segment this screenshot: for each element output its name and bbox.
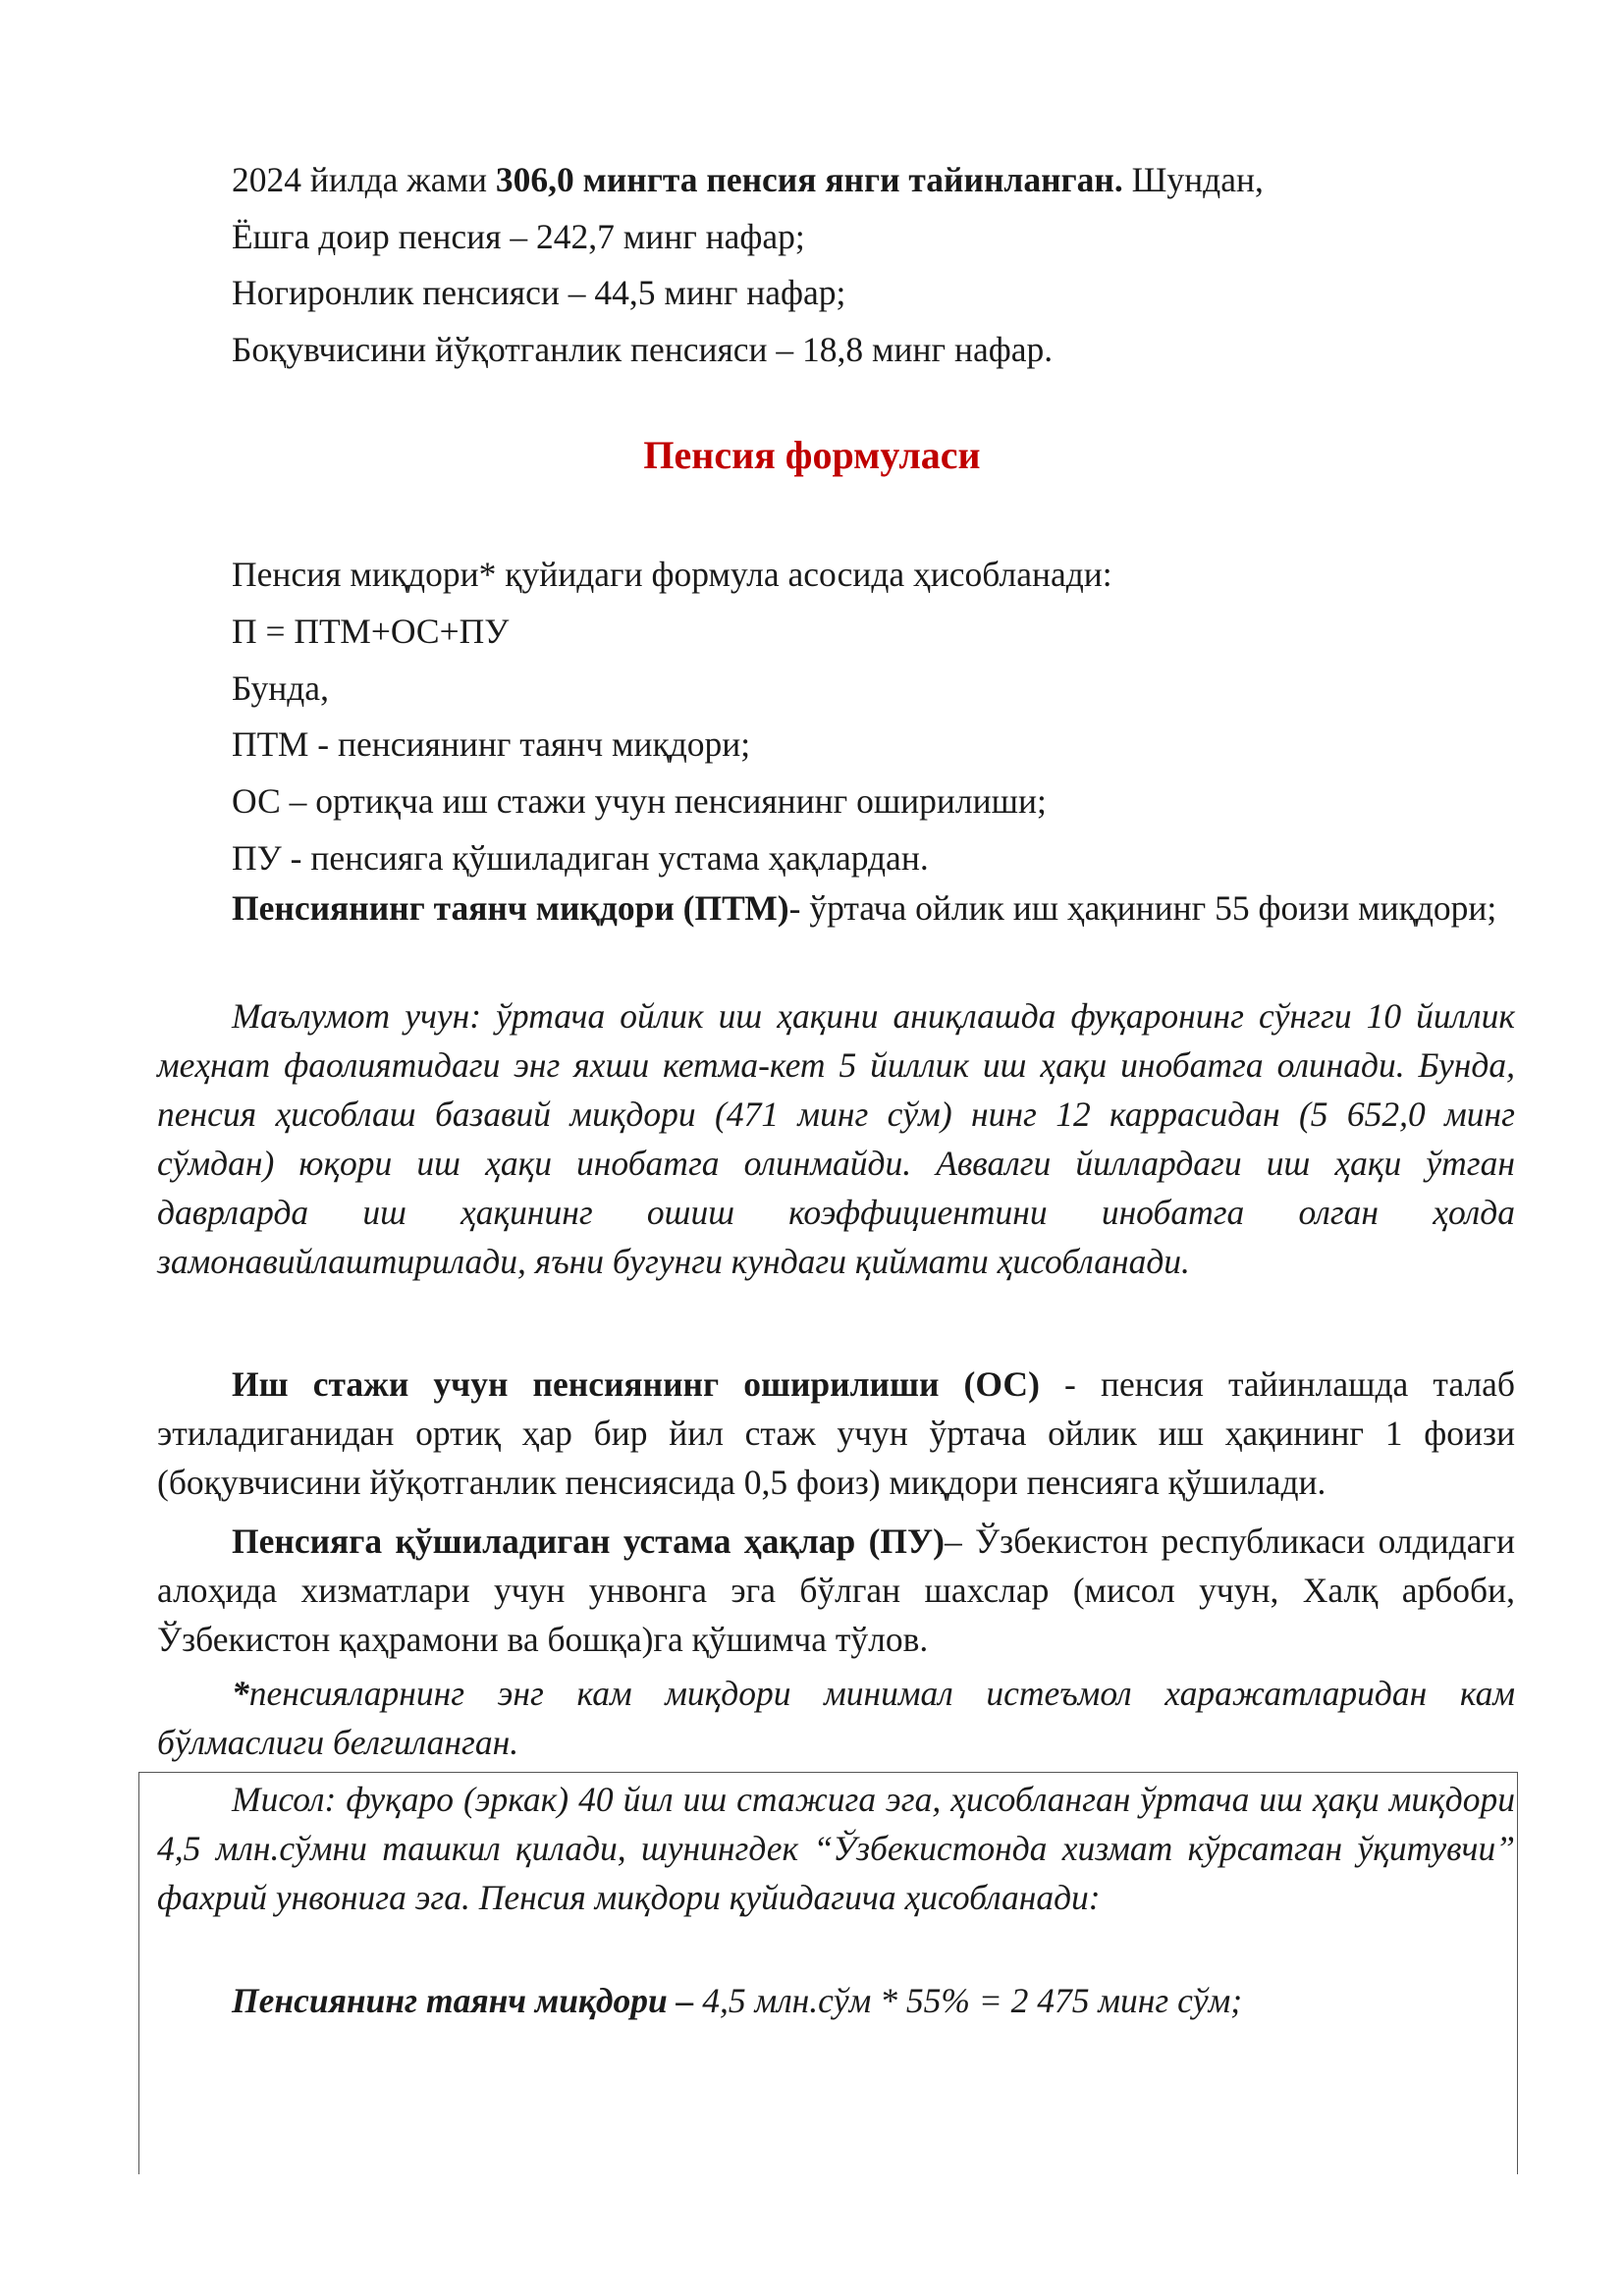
formula-where: Бунда, <box>232 668 329 708</box>
formula-def-os: ОС – ортиқча иш стажи учун пенсиянинг оширилиши; <box>232 781 1047 821</box>
footnote <box>157 1669 1515 1767</box>
example-calculation <box>157 1976 1515 2025</box>
intro-line-disability-pension: Ногиронлик пенсияси – 44,5 минг нафар; <box>232 273 846 312</box>
section-heading: Пенсия формуласи <box>643 433 981 477</box>
ptm-term: Пенсиянинг таянч миқдори (ПТМ) <box>232 888 789 928</box>
pu-definition: – Ўзбекистон республикаси олдидаги алоҳида хизматлари учун унвонга эга бўлган шахслар (мисол учун, Халқ арбоби, Ўзбекистон қаҳрамони ва бошқа)га қўшимча тўлов. <box>157 1522 1516 1659</box>
intro-line-total <box>232 155 1515 204</box>
formula-equation: П = ПТМ+ОС+ПУ <box>232 612 510 651</box>
os-term: Иш стажи учун пенсиянинг оширилиши (ОС) <box>232 1364 1040 1404</box>
ptm-paragraph <box>157 883 1515 933</box>
footnote-asterisk: * <box>232 1674 249 1713</box>
intro-line-age-pension: Ёшга доир пенсия – 242,7 минг нафар; <box>232 217 805 256</box>
intro-line-survivor-pension: Боқувчисини йўқотганлик пенсияси – 18,8 минг нафар. <box>232 330 1054 369</box>
formula-def-pu: ПУ - пенсияга қўшиладиган устама ҳақлардан. <box>232 838 929 878</box>
example-calc-term: Пенсиянинг таянч миқдори – <box>232 1981 694 2020</box>
intro-line-total-suffix: Шундан, <box>1122 160 1264 199</box>
intro-line-total-prefix: 2024 йилда жами <box>232 160 496 199</box>
info-note: Маълумот учун: ўртача ойлик иш ҳақини аниқлашда фуқаронинг сўнгги 10 йиллик меҳнат фаолиятидаги энг яхши кетма-кет 5 йиллик иш ҳақи инобатга олинади. Бунда, пенсия ҳисоблаш базавий миқдори (471 минг сўм) нинг 12 каррасидан (5 652,0 минг сўмдан) юқори иш ҳақи инобатга олинмайди. Аввалги йиллардаги иш ҳақи ўтган даврларда иш ҳақининг ошиш коэффициентини инобатга олган ҳолда замонавийлаштирилади, яъни бугунги кундаги қиймати ҳисобланади. <box>157 996 1515 1281</box>
example-calc-formula: 4,5 млн.сўм * 55% = 2 475 минг сўм; <box>693 1981 1243 2020</box>
pu-term: Пенсияга қўшиладиган устама ҳақлар (ПУ) <box>232 1522 945 1561</box>
os-definition: - пенсия тайинлашда талаб этиладиганидан ортиқ ҳар бир йил стаж учун ўртача ойлик иш ҳақининг 1 фоизи (боқувчисини йўқотганлик пенсиясида 0,5 фоиз) миқдори пенсияга қўшилади. <box>157 1364 1515 1502</box>
ptm-definition: - ўртача ойлик иш ҳақининг 55 фоизи миқдори; <box>788 888 1497 928</box>
example-text: Мисол: фуқаро (эркак) 40 йил иш стажига эга, ҳисобланган ўртача иш ҳақи миқдори 4,5 млн.сўмни ташкил қилади, шунингдек “Ўзбекистонда хизмат кўрсатган ўқитувчи” фахрий унвонига эга. Пенсия миқдори қуйидагича ҳисобланади: <box>157 1780 1515 1917</box>
formula-intro: Пенсия миқдори* қуйидаги формула асосида ҳисобланади: <box>232 555 1112 594</box>
formula-def-ptm: ПТМ - пенсиянинг таянч миқдори; <box>232 724 751 764</box>
intro-line-total-bold: 306,0 мингта пенсия янги тайинланган. <box>495 160 1123 199</box>
os-paragraph <box>157 1360 1515 1507</box>
footnote-text: пенсияларнинг энг кам миқдори минимал истеъмол харажатларидан кам бўлмаслиги белгиланган. <box>157 1674 1515 1762</box>
pu-paragraph <box>157 1517 1515 1664</box>
